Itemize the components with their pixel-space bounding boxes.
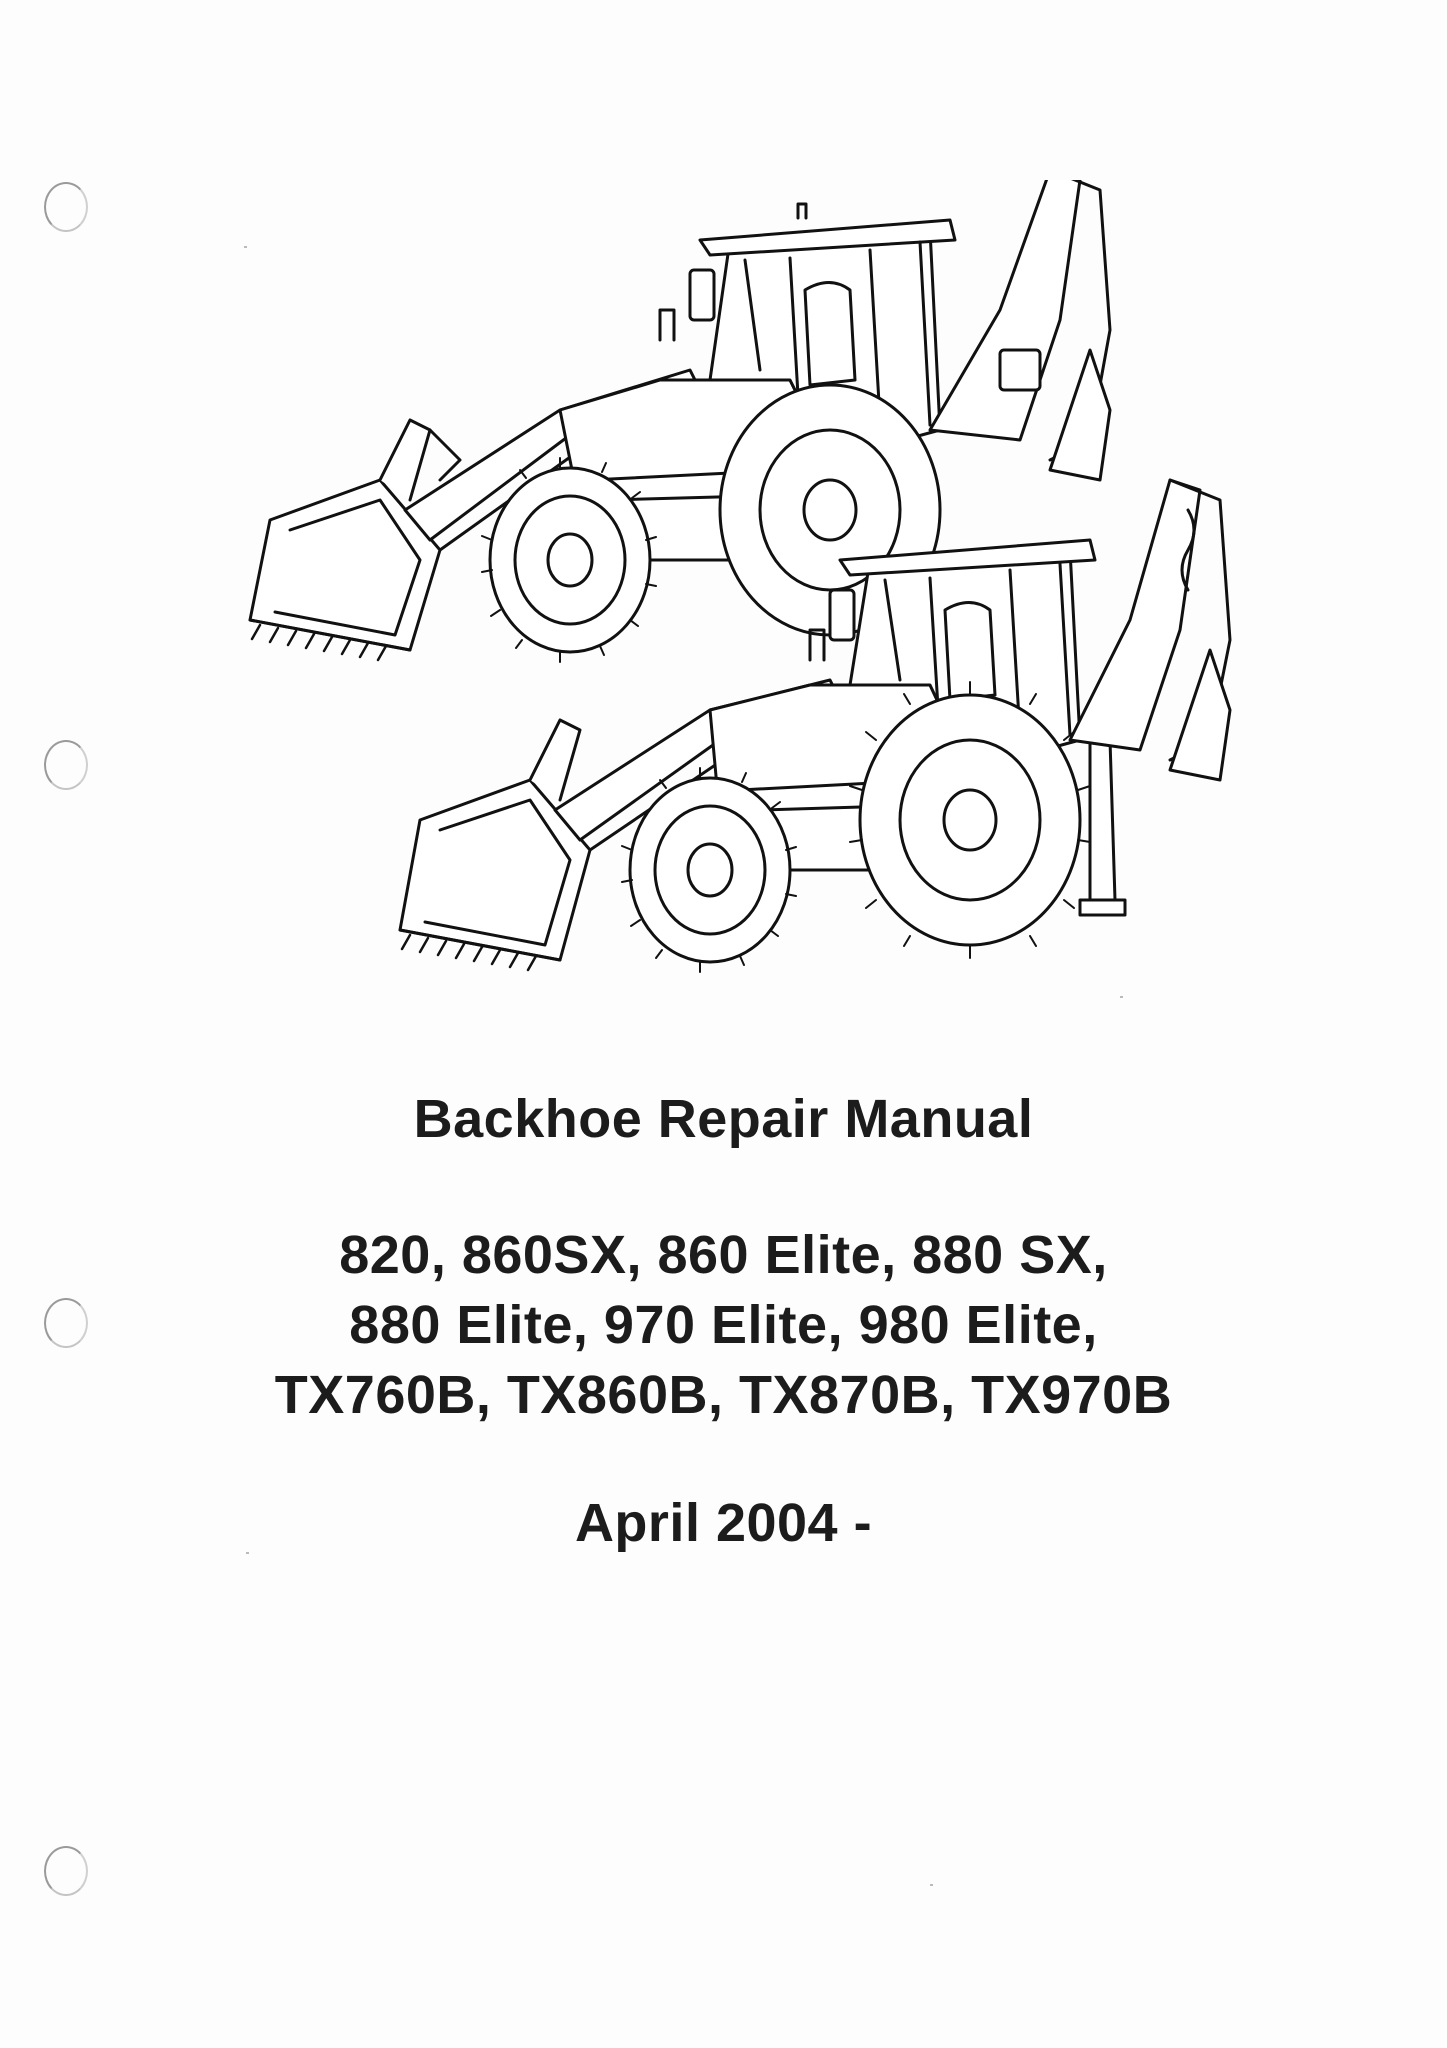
model-line: 820, 860SX, 860 Elite, 880 SX, [339,1225,1108,1285]
publication-date: April 2004 - [574,1493,873,1553]
model-list [0,1220,1447,1430]
backhoe-loaders-illustration [230,180,1240,1000]
manual-title: Backhoe Repair Manual [413,1089,1034,1149]
punch-hole [44,1846,88,1896]
model-line: TX760B, TX860B, TX870B, TX970B [274,1365,1173,1425]
punch-hole [44,740,88,790]
punch-hole [44,182,88,232]
scan-speck [930,1884,933,1886]
model-line: 880 Elite, 970 Elite, 980 Elite, [349,1295,1098,1355]
